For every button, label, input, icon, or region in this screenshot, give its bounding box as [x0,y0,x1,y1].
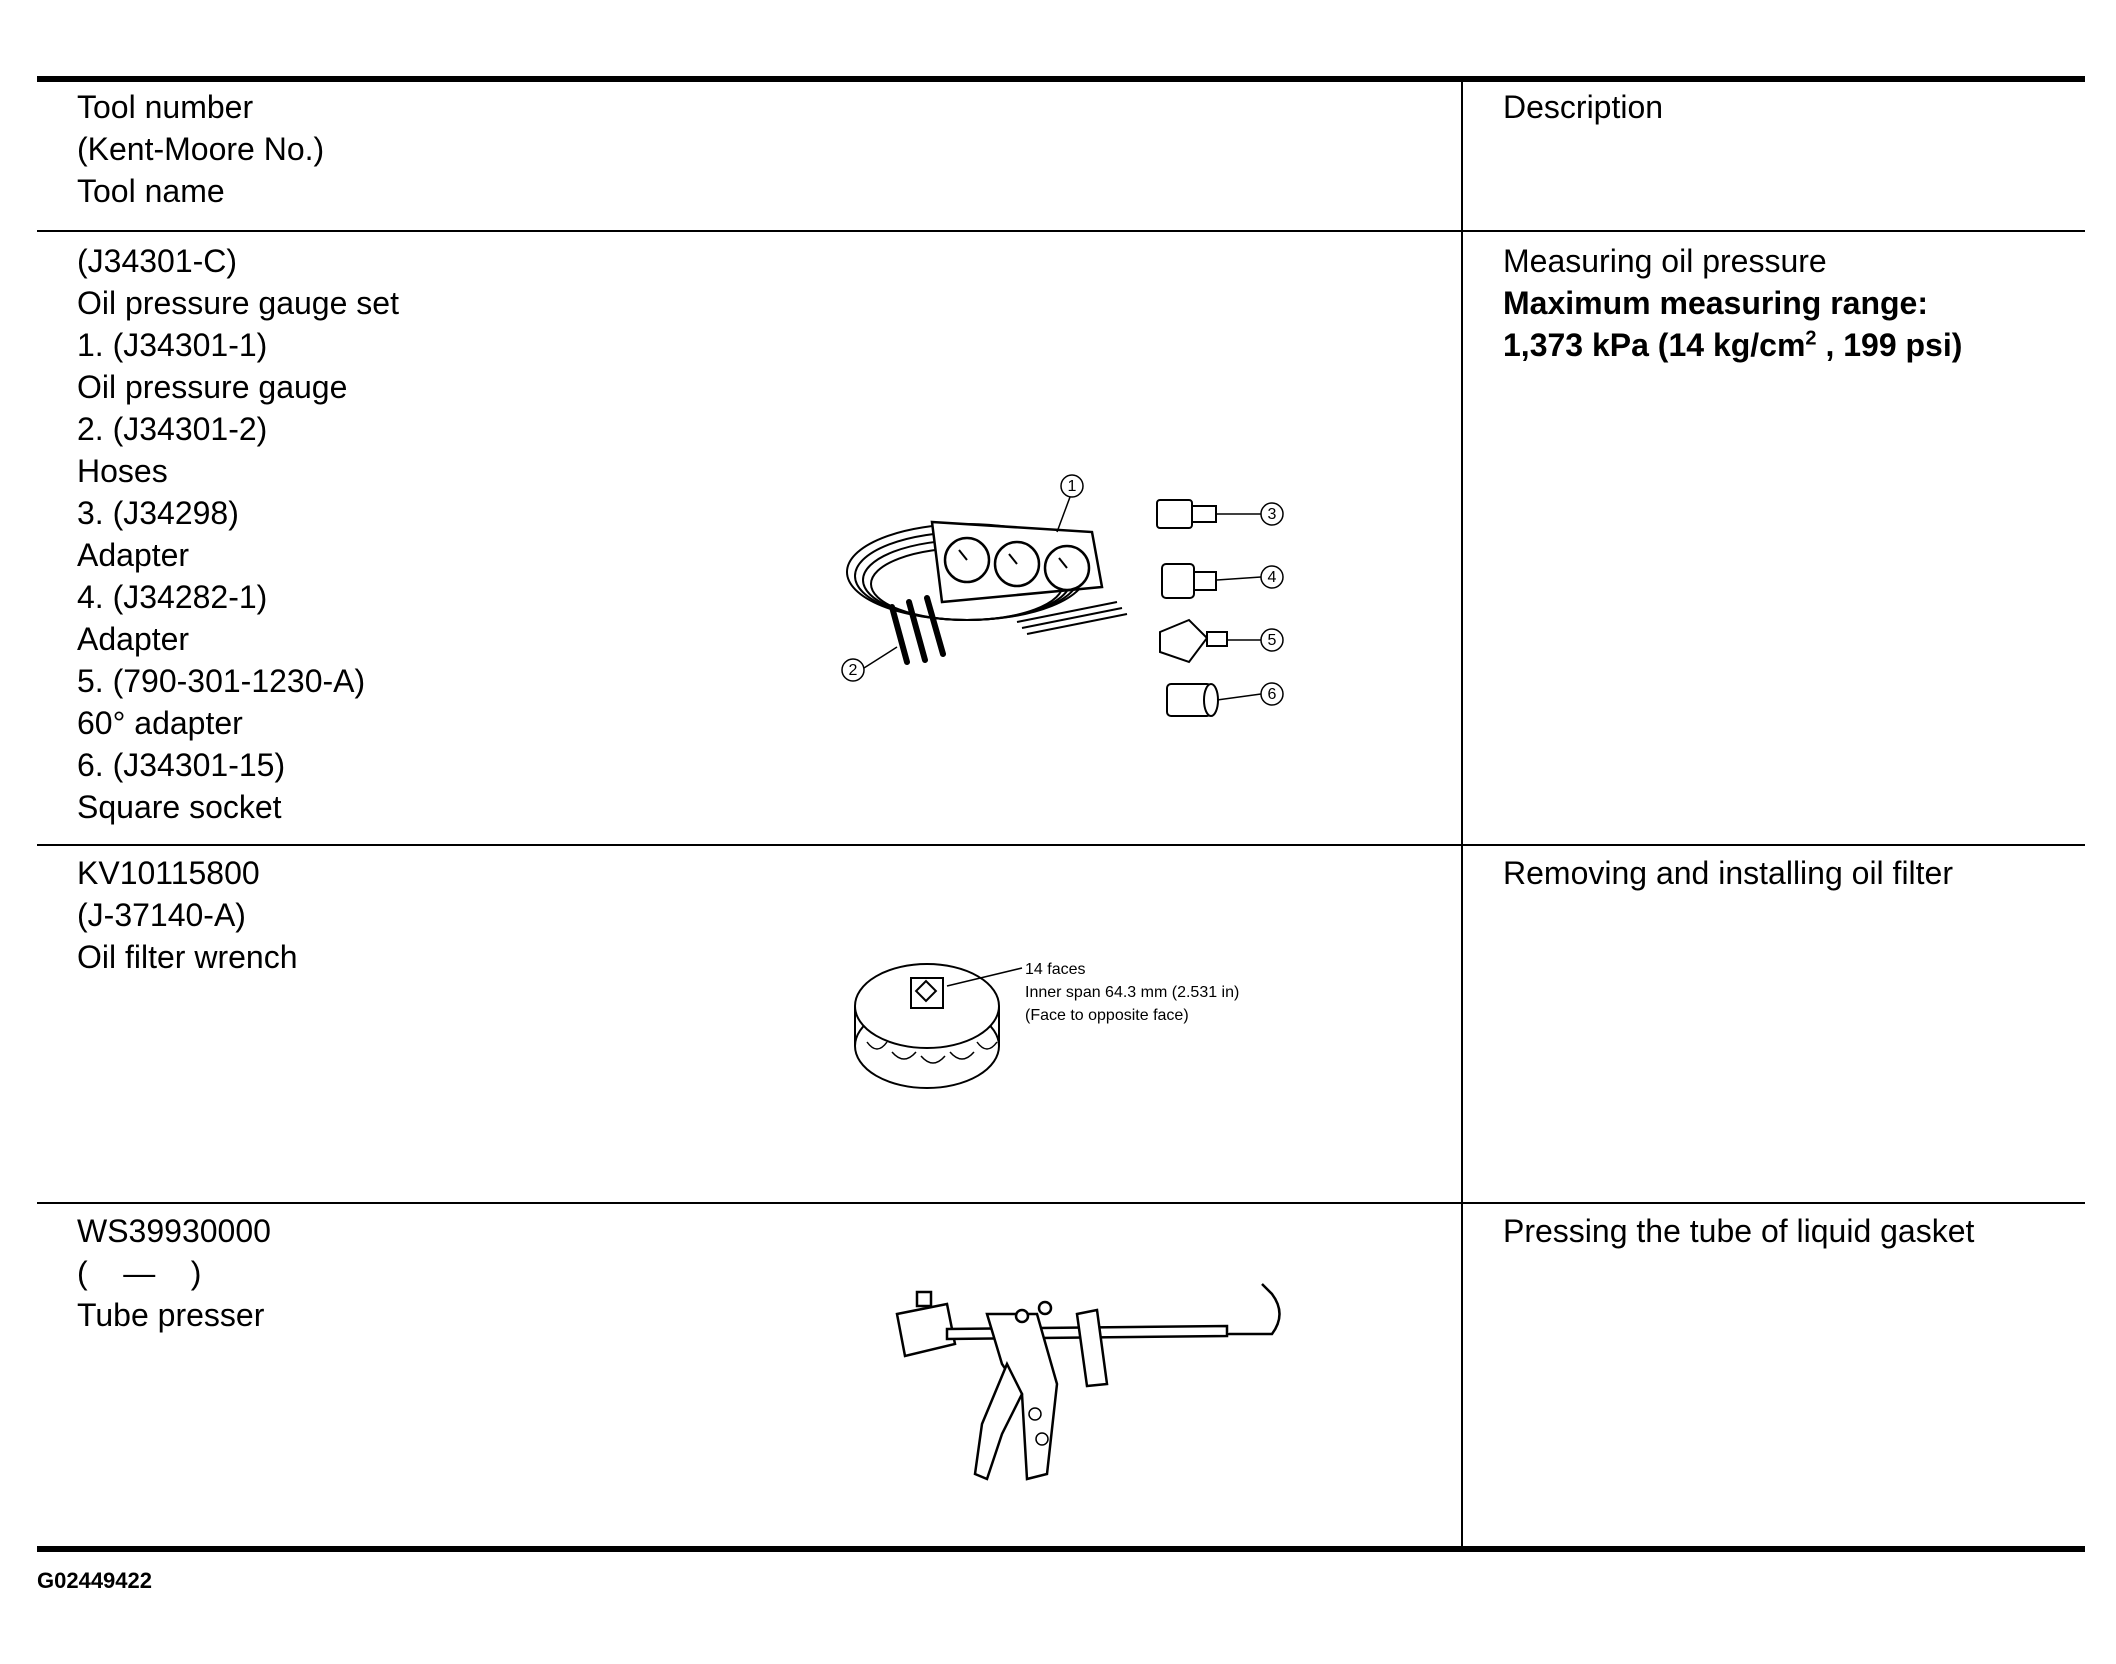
tool-line: Oil pressure gauge [77,369,348,405]
callout-6: 6 [1267,686,1277,703]
table-row-oil-filter-wrench [37,844,2085,1202]
callout-2: 2 [848,662,858,679]
tool-line: KV10115800 [77,855,260,891]
tube-presser-illustration [887,1274,1307,1504]
tool-line: Oil filter wrench [77,939,298,975]
callout-5: 5 [1267,632,1277,649]
range-value-superscript: 2 [1805,327,1817,350]
tool-line: WS39930000 [77,1213,271,1249]
wrench-note-faces: 14 faces [1025,961,1086,978]
callout-4: 4 [1267,569,1277,586]
tool-line: 1. (J34301-1) [77,327,268,363]
description-text: Removing and installing oil filter [1503,855,1953,891]
tool-line: Oil pressure gauge set [77,285,399,321]
tool-info [77,852,298,978]
callout-3: 3 [1267,506,1277,523]
wrench-note-face: (Face to opposite face) [1025,1007,1189,1024]
tool-info [77,240,399,828]
tool-line: (J-37140-A) [77,897,246,933]
table-row-oil-pressure-gauge [37,230,2085,844]
tool-line: Square socket [77,789,282,825]
description-bold-range-label: Maximum measuring range: [1503,285,1928,321]
tool-line: 3. (J34298) [77,495,239,531]
oil-filter-wrench-illustration [847,956,1347,1096]
tool-line: 60° adapter [77,705,243,741]
range-value-prefix: 1,373 kPa (14 kg/cm [1503,327,1806,363]
header-line: Tool name [77,173,225,209]
tool-line: (J34301-C) [77,243,238,279]
description-text: Pressing the tube of liquid gasket [1503,1213,1975,1249]
description-text: Measuring oil pressure [1503,243,1827,279]
description-tube-presser [1503,1210,1974,1252]
figure-id: G02449422 [37,1568,152,1593]
column-divider [1461,82,1463,1546]
callout-1: 1 [1067,478,1077,495]
header-row [37,82,2085,230]
oil-pressure-gauge-set-illustration [817,472,1317,722]
tool-line: 2. (J34301-2) [77,411,268,447]
tool-info [77,1210,271,1336]
tool-line: ( — ) [77,1255,202,1291]
description-oil-pressure [1503,240,1962,366]
tool-line: 4. (J34282-1) [77,579,268,615]
header-line: (Kent-Moore No.) [77,131,325,167]
header-line: Tool number [77,89,254,125]
header-tool-label [77,86,324,212]
tool-line: Adapter [77,621,190,657]
tool-line: Adapter [77,537,190,573]
header-description [1503,86,1663,128]
range-value-suffix: , 199 psi) [1816,327,1963,363]
tool-line: Tube presser [77,1297,265,1333]
description-oil-filter [1503,852,1953,894]
tool-line: 6. (J34301-15) [77,747,286,783]
table-row-tube-presser [37,1202,2085,1552]
tool-line: Hoses [77,453,168,489]
tool-table [37,76,2085,1552]
description-bold-range-value [1503,324,1962,366]
tool-line: 5. (790-301-1230-A) [77,663,366,699]
wrench-note-span: Inner span 64.3 mm (2.531 in) [1025,984,1240,1001]
header-description-label: Description [1503,89,1664,125]
